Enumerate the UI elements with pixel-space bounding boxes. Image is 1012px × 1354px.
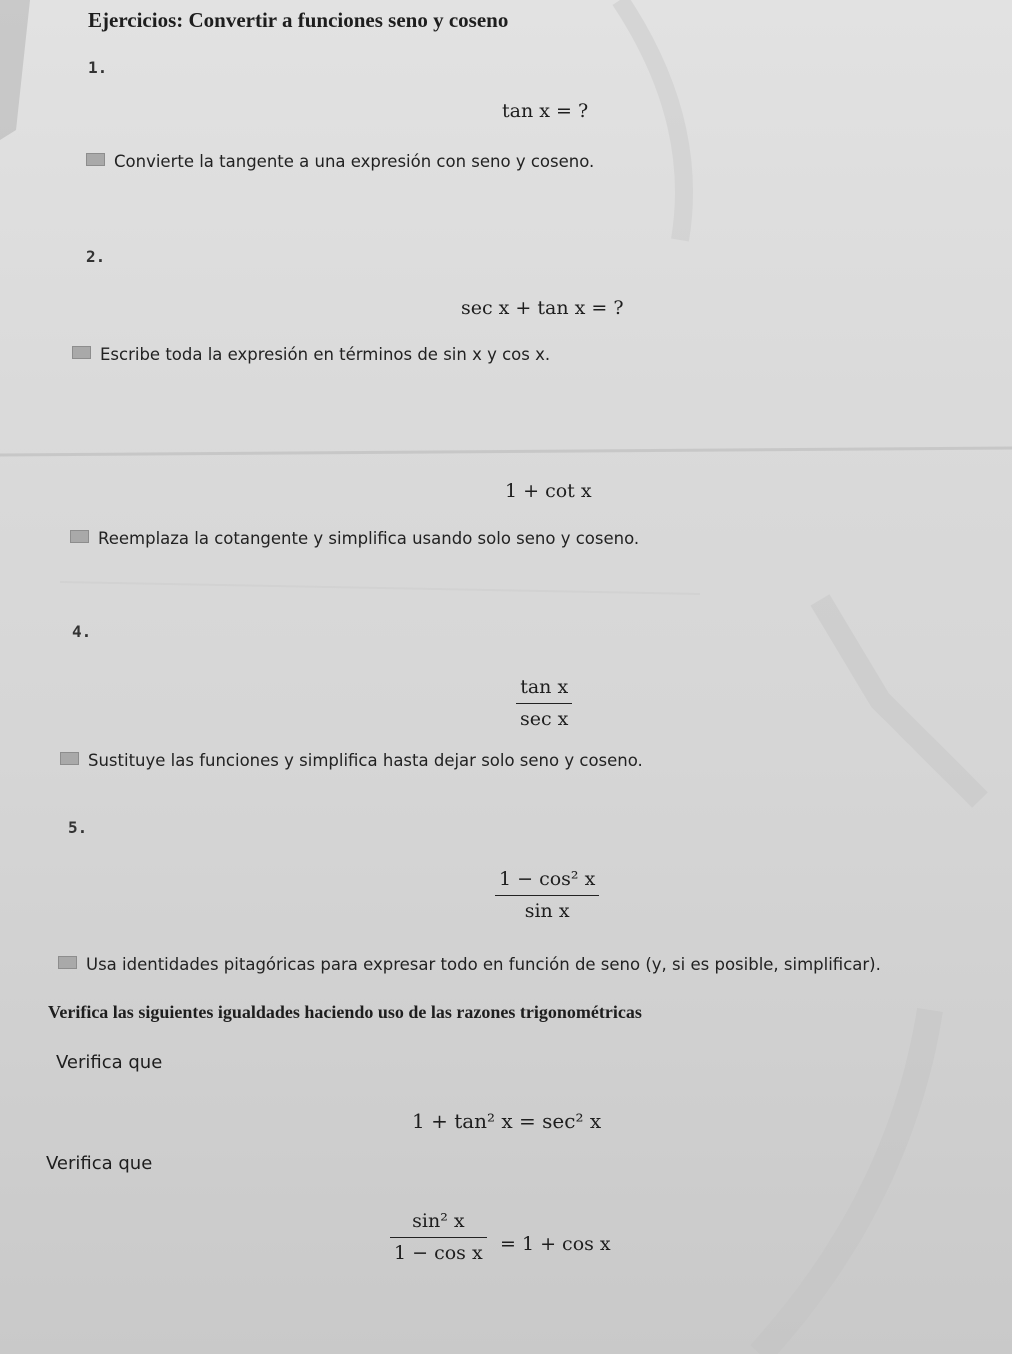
verify-2-numerator: sin² x (412, 1210, 465, 1232)
verify-heading: Verifica las siguientes igualdades haciendo uso de las razones trigonométricas (48, 1002, 642, 1022)
verify-1-expression: 1 + tan² x = sec² x (412, 1109, 602, 1133)
exercise-4-denominator: sec x (520, 708, 569, 730)
hint-checkbox (60, 752, 79, 765)
verify-2-denominator: 1 − cos x (394, 1242, 483, 1264)
exercise-5-number: 5. (68, 818, 88, 837)
verify-2-rhs: = 1 + cos x (500, 1233, 611, 1255)
exercise-1-number: 1. (88, 58, 108, 77)
crease-line-1 (0, 448, 1012, 455)
exercise-1-expression: tan x = ? (502, 100, 589, 122)
exercise-5-hint-text: Usa identidades pitagóricas para expresar todo en función de seno (y, si es posible, simplificar). (86, 955, 881, 974)
exercise-3-hint-text: Reemplaza la cotangente y simplifica usando solo seno y coseno. (98, 529, 640, 548)
fraction-bar (495, 895, 599, 896)
exercise-4-number: 4. (72, 622, 92, 641)
exercise-4-hint-text: Sustituye las funciones y simplifica hasta dejar solo seno y coseno. (88, 751, 643, 770)
exercise-3-hint (70, 529, 639, 548)
verify-2-fraction (390, 1210, 487, 1264)
exercise-2-hint (72, 345, 550, 364)
exercise-2-number: 2. (86, 247, 106, 266)
exercise-4-numerator: tan x (520, 676, 569, 698)
page-title: Ejercicios: Convertir a funciones seno y coseno (88, 8, 509, 32)
hint-checkbox (72, 346, 91, 359)
exercise-3-expression: 1 + cot x (505, 480, 592, 502)
exercise-5-numerator: 1 − cos² x (499, 868, 596, 890)
exercise-5-hint (58, 955, 881, 974)
exercise-5-fraction (495, 868, 599, 922)
exercise-2-expression: sec x + tan x = ? (461, 297, 624, 319)
exercise-1-hint-text: Convierte la tangente a una expresión con seno y coseno. (114, 152, 595, 171)
fraction-bar (390, 1237, 487, 1238)
hint-checkbox (70, 530, 89, 543)
crease-line-2 (60, 582, 700, 594)
exercise-4-hint (60, 751, 643, 770)
hint-checkbox (86, 153, 105, 166)
fold-arc-top (620, 0, 684, 240)
hint-checkbox (58, 956, 77, 969)
fold-arc-right (820, 600, 980, 800)
verify-1-label: Verifica que (56, 1052, 163, 1073)
exercise-5-denominator: sin x (524, 900, 570, 922)
verify-2-label: Verifica que (46, 1153, 153, 1174)
exercise-4-fraction (516, 676, 572, 730)
fold-arc-bottom (760, 1010, 930, 1354)
exercise-2-hint-text: Escribe toda la expresión en términos de sin x y cos x. (100, 345, 551, 364)
fraction-bar (516, 703, 572, 704)
left-edge-shadow (0, 0, 30, 140)
exercise-1-hint (86, 152, 594, 171)
